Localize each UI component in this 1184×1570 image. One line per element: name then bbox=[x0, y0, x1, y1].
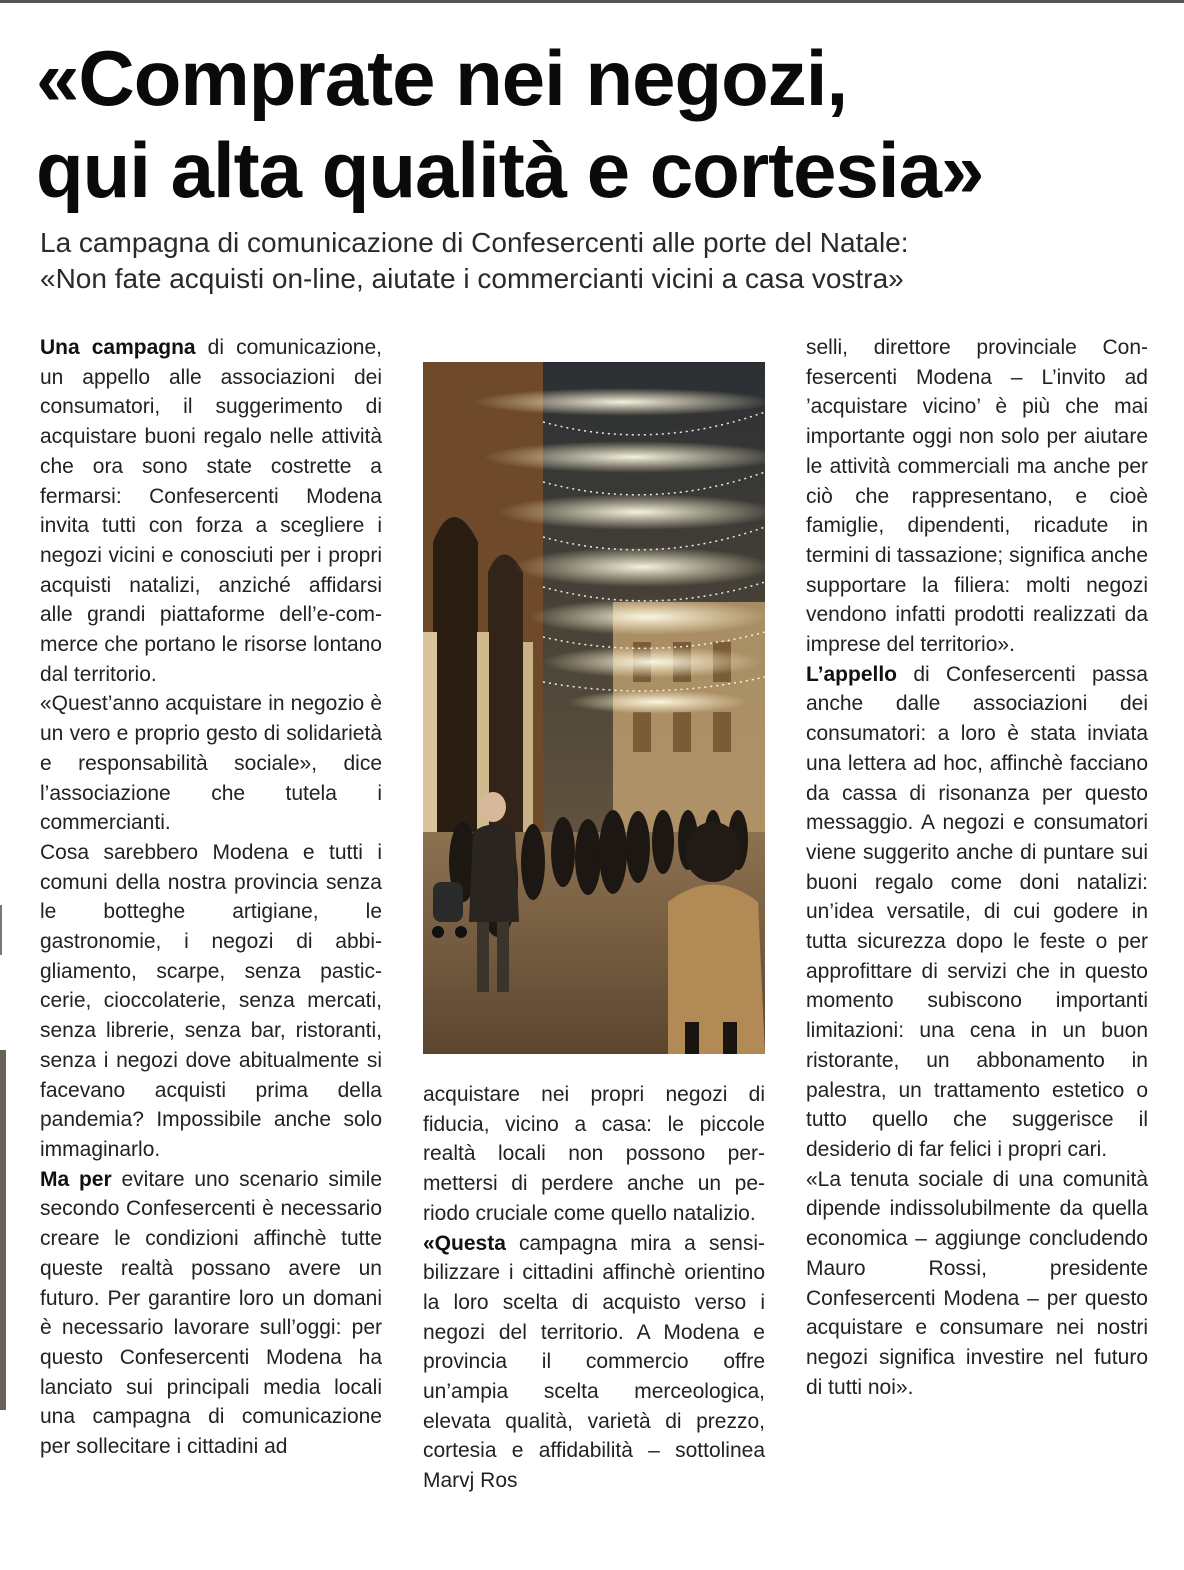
headline bbox=[36, 32, 1166, 216]
paragraph-lead: Una campagna bbox=[40, 336, 196, 359]
article-paragraph: acquistare nei propri negozi di fiducia, vicino a casa: le piccole realtà locali non possono permettersi di perdere anche un periodo cruciale come quello natalizio. bbox=[423, 1083, 765, 1225]
article-paragraph bbox=[806, 660, 1148, 1165]
article-paragraph: selli, direttore provinciale Confesercenti Modena – L’invito ad ’acquistare vicino’ è più che mai importante oggi non solo per aiutare le attività commerciali ma anche per ciò che rappresentano, e cioè famiglie, dipendenti, ricadute in termini di tassazione; significa anche supportare la filiera: molti negozi vendono infatti prodotti realizzati da imprese del territorio». bbox=[806, 336, 1149, 657]
paragraph-lead: «Questa bbox=[423, 1231, 506, 1255]
photo-illustration bbox=[423, 362, 765, 1054]
paragraph-text: campagna mira a sensibilizzare i cittadini affinchè orientino la loro scelta di acquisto verso i negozi del territorio. A Modena e provincia il commercio offre un’ampia scelta merceologica, elevata qualità, varietà di prezzo, cortesia e affidabilità – sottolinea Marvj Ros bbox=[423, 1231, 765, 1493]
subheadline-line-1: La campagna di comunicazione di Confesercenti alle porte del Natale: bbox=[40, 227, 909, 258]
article-paragraph bbox=[40, 1165, 382, 1462]
headline-line-1: «Comprate nei negozi, bbox=[36, 34, 848, 122]
article-paragraph bbox=[423, 1229, 765, 1496]
article-column-3 bbox=[806, 333, 1148, 1402]
headline-line-2: qui alta qualità e cortesia» bbox=[36, 126, 984, 214]
article-paragraph: Cosa sarebbero Modena e tutti i comuni della nostra provincia senza le botteghe artigiane, le gastronomie, i negozi di abbigliamento, scarpe, senza pasticcerie, cioccolaterie, senza mercati, senza librerie, senza bar, ristoranti, senza i negozi dove abitualmente si facevano acquisti prima della pandemia? Impossibile anche solo immaginarlo. bbox=[40, 840, 382, 1161]
left-edge-mark bbox=[0, 905, 2, 955]
paragraph-lead: L’appello bbox=[806, 662, 898, 686]
top-rule bbox=[0, 0, 1184, 3]
article-paragraph bbox=[40, 333, 382, 689]
street-christmas-lights-photo bbox=[423, 362, 765, 1054]
paragraph-text: evitare uno scenario simile secondo Confesercenti è necessario creare le condizioni affinchè tutte queste realtà possano avere un futuro. Per garantire loro un domani è necessario lavorare sull’oggi: per questo Confesercenti Modena ha lanciato sui principali media locali una campagna di comunicazione per sollecitare i cittadini ad bbox=[40, 1167, 383, 1459]
article-column-1 bbox=[40, 333, 382, 1462]
subheadline-line-2: «Non fate acquisti on-line, aiutate i commercianti vicini a casa vostra» bbox=[40, 263, 904, 294]
subheadline bbox=[40, 225, 1160, 297]
paragraph-text: di comunicazione, un appello alle associazioni dei consumatori, il suggerimento di acquistare buoni regalo nelle attività che ora sono state costrette a fermarsi: Confesercenti Modena invita tutti con forza a scegliere i negozi vicini e conosciuti per i propri acquisti natalizi, anziché affidarsi alle grandi piattaforme dell’e-commerce che portano le risorse lontano dal territorio. bbox=[40, 336, 382, 686]
paragraph-lead: Ma per bbox=[40, 1167, 112, 1191]
paragraph-text: di Confesercenti passa anche dalle associazioni dei consumatori: a loro è stata inviata una lettera ad hoc, affinchè facciano da cassa di risonanza per questo messaggio. A negozi e consumatori viene suggerito anche di puntare sui buoni regalo come doni natalizi: un’idea versatile, di cui godere in tutta sicurezza dopo le feste o per approfittare di servizi che in questo momento subiscono importanti limitazioni: una cena in un buon ristorante, un abbonamento in palestra, un trattamento estetico o tutto quello che suggerisce il desiderio di far felici i propri cari. bbox=[806, 662, 1148, 1161]
left-edge-strip bbox=[0, 1050, 6, 1410]
article-paragraph: «Quest’anno acquistare in negozio è un vero e proprio gesto di solidarietà e responsabilità sociale», dice l’associazione che tutela i commercianti. bbox=[40, 692, 382, 835]
article-column-2 bbox=[423, 1080, 765, 1496]
article-paragraph: «La tenuta sociale di una comunità dipende indissolubilmente da quella economica – aggiunge concludendo Mauro Rossi, presidente Confesercenti Modena – per questo acquistare e consumare nei nostri negozi significa investire nel futuro di tutti noi». bbox=[806, 1167, 1148, 1399]
